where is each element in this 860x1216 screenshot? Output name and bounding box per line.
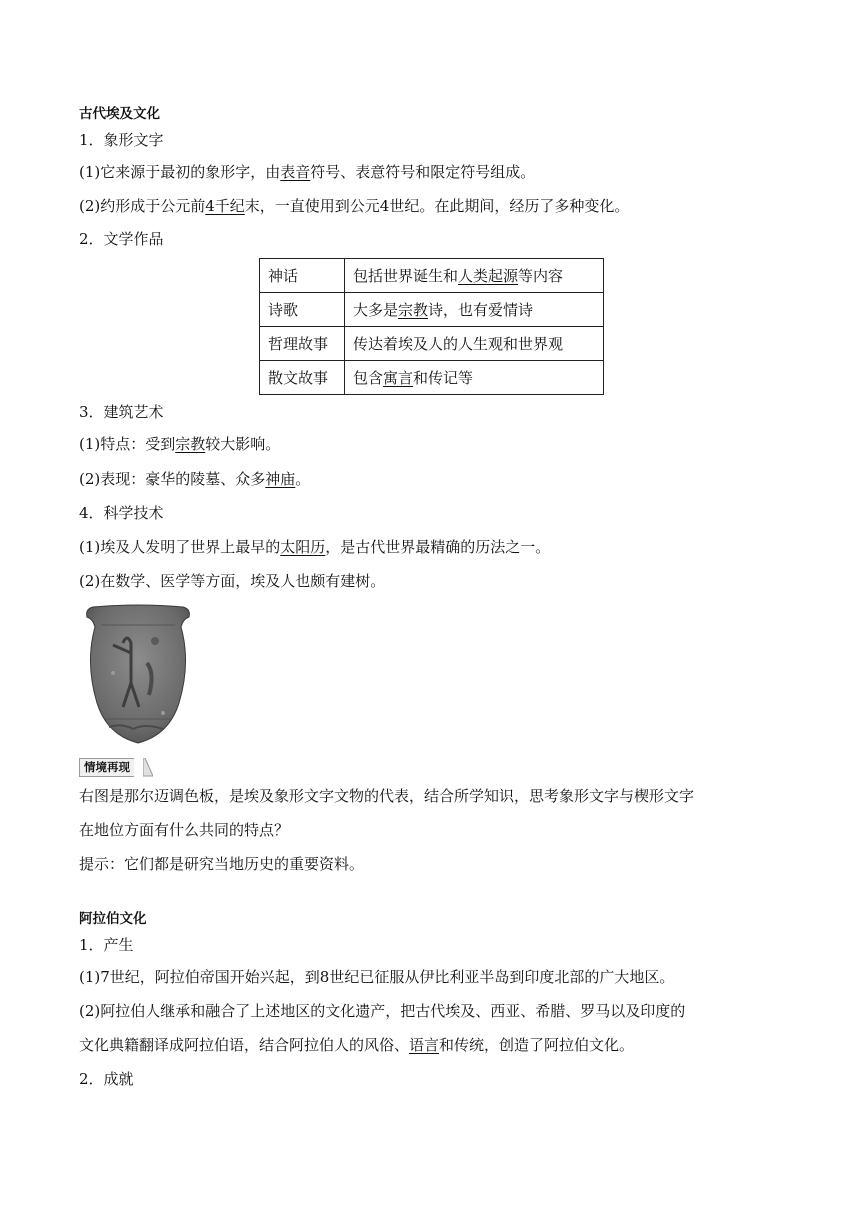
table-row [260,361,604,395]
underlined-term: 人类起源 [458,267,519,285]
underlined-term: 表音 [280,163,311,181]
underlined-term: 宗教 [398,301,429,319]
text: (1)它来源于最初的象形字，由 [79,163,281,181]
paragraph: (1)7世纪，阿拉伯帝国开始兴起，到8世纪已征服从伊比利亚半岛到印度北部的广大地区。 [79,968,675,986]
underlined-term: 4千纪 [205,197,245,215]
text: 传达着埃及人的人生观和世界观 [353,335,564,353]
text: (2)表现：豪华的陵墓、众多 [79,470,266,488]
table-cell-desc [345,361,604,395]
section-heading-arab: 阿拉伯文化 [79,911,147,927]
table-cell-type: 哲理故事 [260,327,345,361]
text: (2)约形成于公元前 [79,197,206,215]
tag-tail-icon [143,758,153,777]
table-cell-desc [345,259,604,293]
paragraph [79,1035,634,1055]
text: 较大影响。 [205,435,281,453]
text: ，是古代世界最精确的历法之一。 [325,538,551,556]
paragraph [79,196,629,216]
table-cell-type: 诗歌 [260,293,345,327]
subheading-hieroglyphs: 1．象形文字 [79,131,164,149]
text: 大多是 [353,301,399,319]
text: 和传记等 [413,369,474,387]
paragraph [79,537,550,557]
paragraph [79,434,280,454]
paragraph: (2)阿拉伯人继承和融合了上述地区的文化遗产，把古代埃及、西亚、希腊、罗马以及印度的 [79,1002,686,1020]
table-row [260,327,604,361]
underlined-term: 太阳历 [280,538,326,556]
paragraph [79,162,535,182]
subheading-architecture: 3．建筑艺术 [79,403,164,421]
scenario-tag: 情境再现 [79,758,134,777]
paragraph: 在地位方面有什么共同的特点？ [79,821,290,839]
text: 包含 [353,369,384,387]
text: 和传统，创造了阿拉伯文化。 [439,1036,635,1054]
text: 包括世界诞生和 [353,267,459,285]
text: 诗，也有爱情诗 [428,301,534,319]
text: 等内容 [518,267,564,285]
table-cell-desc [345,293,604,327]
paragraph: 右图是那尔迈调色板，是埃及象形文字文物的代表，结合所学知识，思考象形文字与楔形文字 [79,787,695,805]
text: (1)埃及人发明了世界上最早的 [79,538,281,556]
table-cell-desc [345,327,604,361]
subheading-origin: 1．产生 [79,936,134,954]
paragraph: (2)在数学、医学等方面，埃及人也颇有建树。 [79,572,386,590]
text: 末，一直使用到公元4世纪。在此期间，经历了多种变化。 [244,197,630,215]
narmer-palette-image [83,603,193,745]
table-row [260,259,604,293]
table-row [260,293,604,327]
table-cell-type: 神话 [260,259,345,293]
underlined-term: 语言 [409,1036,440,1054]
section-heading-egypt: 古代埃及文化 [79,106,160,122]
paragraph [79,469,310,489]
text: 。 [295,470,311,488]
subheading-achievements: 2．成就 [79,1070,134,1088]
text: 文化典籍翻译成阿拉伯语，结合阿拉伯人的风俗、 [79,1036,410,1054]
text: 符号、表意符号和限定符号组成。 [310,163,536,181]
underlined-term: 宗教 [175,435,206,453]
subheading-science: 4．科学技术 [79,504,164,522]
subheading-literature: 2．文学作品 [79,230,164,248]
text: (1)特点：受到 [79,435,176,453]
underlined-term: 神庙 [265,470,296,488]
hint-text: 提示：它们都是研究当地历史的重要资料。 [79,855,365,873]
underlined-term: 寓言 [383,369,414,387]
literature-table [259,258,604,395]
table-cell-type: 散文故事 [260,361,345,395]
